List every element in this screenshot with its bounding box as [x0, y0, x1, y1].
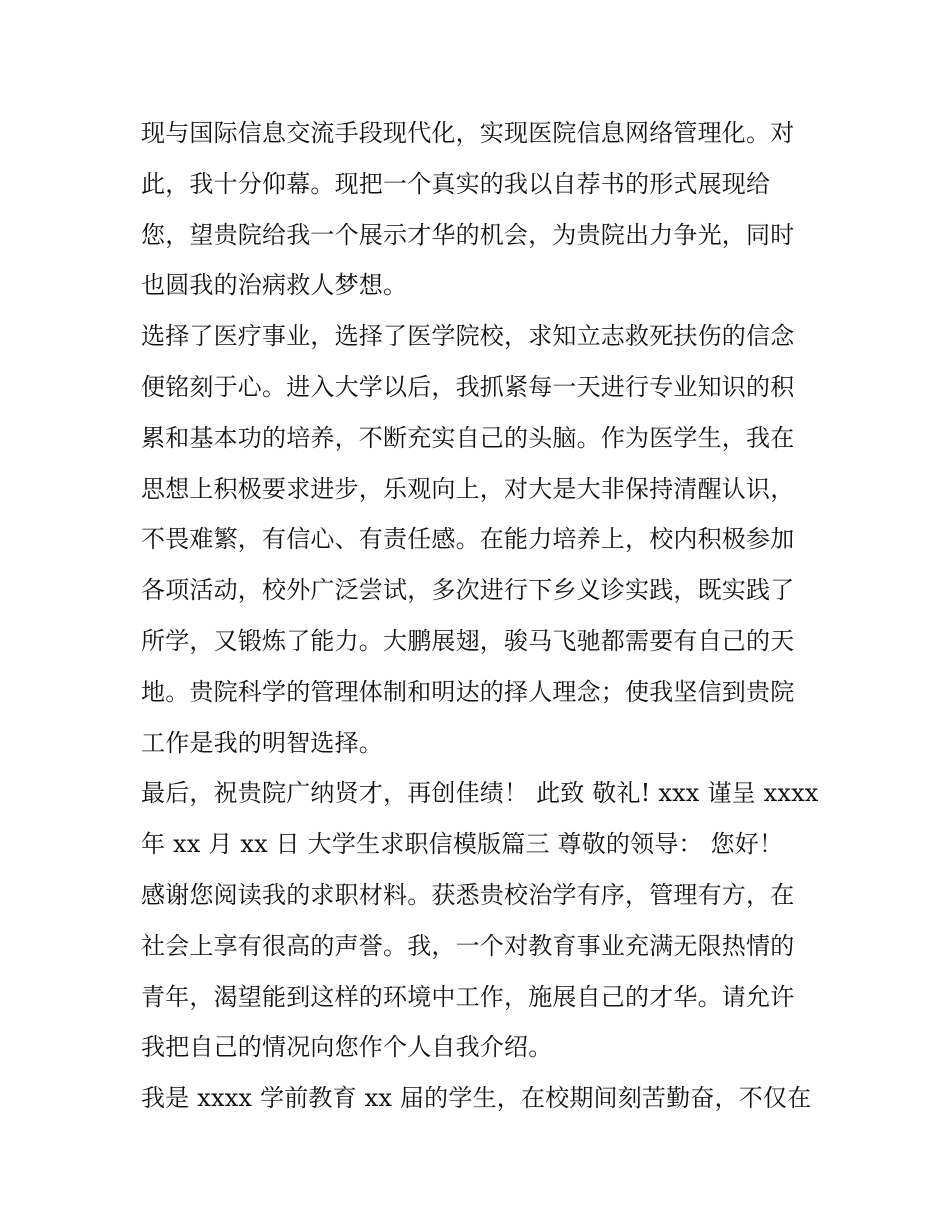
text-line: 所学，又锻炼了能力。大鹏展翅，骏马飞驰都需要有自己的天	[141, 626, 795, 655]
text-line: 最后，祝贵院广纳贤才，再创佳绩！ 此致 敬礼! xxx 谨呈 xxxx	[141, 779, 819, 808]
text-line: 地。贵院科学的管理体制和明达的择人理念；使我坚信到贵院	[141, 677, 795, 706]
text-line: 您，望贵院给我一个展示才华的机会，为贵院出力争光，同时	[141, 220, 795, 249]
text-line: 此，我十分仰幕。现把一个真实的我以自荐书的形式展现给	[141, 169, 771, 198]
text-line: 各项活动，校外广泛尝试，多次进行下乡义诊实践，既实践了	[141, 576, 795, 605]
text-line: 社会上享有很高的声誉。我，一个对教育事业充满无限热情的	[141, 931, 795, 960]
text-line: 我把自己的情况向您作个人自我介绍。	[141, 1033, 553, 1062]
text-line: 感谢您阅读我的求职材料。获悉贵校治学有序，管理有方，在	[141, 880, 795, 909]
text-line: 现与国际信息交流手段现代化，实现医院信息网络管理化。对	[141, 119, 795, 147]
text-line: 思想上积极要求进步，乐观向上，对大是大非保持清醒认识，	[141, 474, 795, 503]
letter-body	[141, 108, 821, 1124]
text-line: 不畏难繁，有信心、有责任感。在能力培养上，校内积极参加	[141, 525, 795, 554]
text-line: 选择了医疗事业，选择了医学院校，求知立志救死扶伤的信念	[141, 322, 795, 351]
text-line: 也圆我的治病救人梦想。	[141, 271, 408, 300]
text-line: 青年，渴望能到这样的环境中工作，施展自己的才华。请允许	[141, 982, 795, 1011]
text-line: 累和基本功的培养，不断充实自己的头脑。作为医学生，我在	[141, 423, 795, 452]
text-line: 工作是我的明智选择。	[141, 728, 383, 757]
text-line: 年 xx 月 xx 日 大学生求职信模版篇三 尊敬的领导： 您好！	[141, 830, 784, 859]
text-line: 我是 xxxx 学前教育 xx 届的学生，在校期间刻苦勤奋，不仅在	[141, 1084, 812, 1113]
text-line: 便铭刻于心。进入大学以后，我抓紧每一天进行专业知识的积	[141, 372, 795, 401]
